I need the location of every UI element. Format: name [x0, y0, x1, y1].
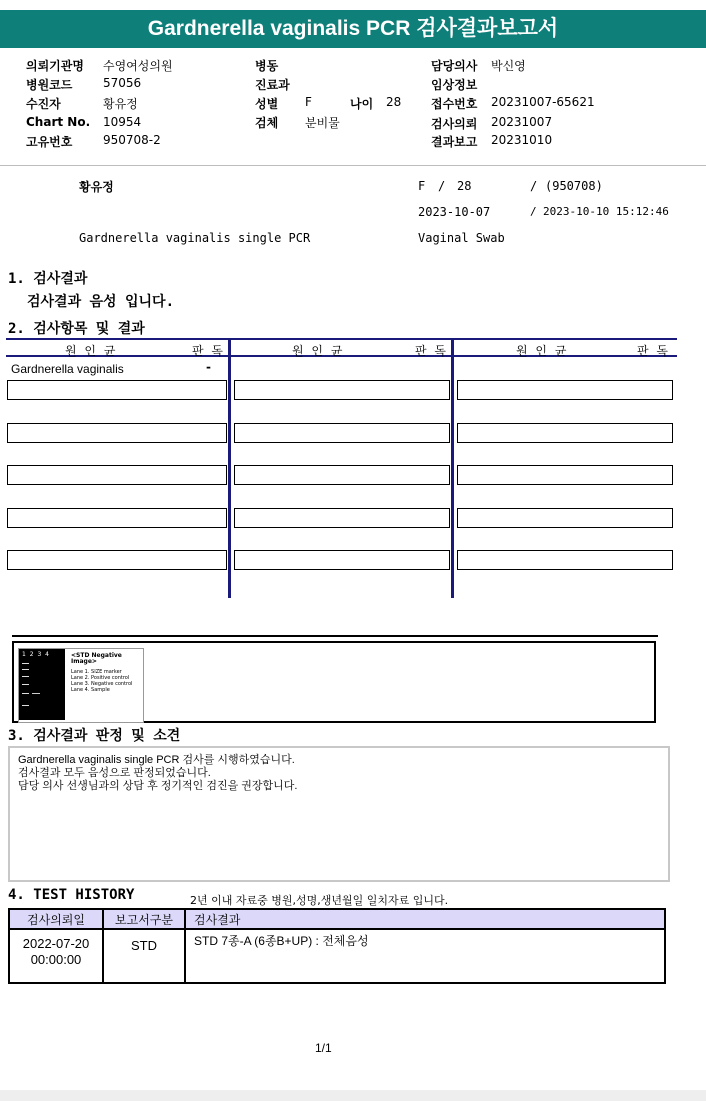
report-date-value: 20231010 [491, 133, 553, 147]
table-row [9, 929, 665, 983]
age-label: 나이 [350, 97, 374, 111]
clinical-info-label: 임상정보 [431, 78, 478, 92]
history-header-type: 보고서구분 [103, 909, 185, 929]
gel-caption-line: Lane 2. Positive control [71, 675, 130, 681]
empty-result-cell [234, 423, 450, 443]
report-date-label: 결과보고 [431, 135, 478, 149]
age-value: 28 [386, 95, 402, 109]
history-table [8, 908, 666, 984]
empty-result-cell [234, 550, 450, 570]
header-pathogen: 원 인 균 [65, 344, 118, 358]
history-header-date: 검사의뢰일 [9, 909, 103, 929]
patient-label: 수진자 [26, 97, 61, 111]
gel-top-rule [12, 635, 658, 637]
summary-name: 황유정 [79, 180, 114, 194]
gel-caption-line: Lane 3. Negative control [71, 681, 133, 687]
empty-result-cell [234, 465, 450, 485]
column-divider [451, 338, 454, 598]
sex-label: 성별 [255, 97, 279, 111]
section-1-result: 검사결과 음성 입니다. [27, 294, 175, 310]
report-title: Gardnerella vaginalis PCR 검사결과보고서 [0, 10, 706, 48]
hospital-name-value: 수영여성의원 [103, 59, 173, 73]
specimen-label: 검체 [255, 116, 279, 130]
findings-box [8, 746, 670, 882]
history-date: 2022-07-20 [22, 936, 90, 951]
empty-result-cell [234, 380, 450, 400]
hospital-name-label: 의뢰기관명 [26, 59, 84, 73]
empty-result-cell [7, 380, 227, 400]
unique-no-label: 고유번호 [26, 135, 73, 149]
page-number: 1/1 [315, 1041, 332, 1055]
summary-test-name: Gardnerella vaginalis single PCR [79, 231, 311, 245]
header-judge: 판 독 [415, 344, 448, 358]
gel-caption-title: <STD Negative Image> [71, 652, 122, 665]
result-row-value: - [206, 360, 211, 374]
section-1-title: 1. 검사결과 [8, 271, 88, 287]
empty-result-cell [457, 380, 673, 400]
header-judge: 판 독 [192, 344, 225, 358]
history-result: STD 7종-A (6종B+UP) : 전체음성 [185, 929, 665, 983]
summary-slash: / [530, 179, 538, 193]
doctor-label: 담당의사 [431, 59, 478, 73]
empty-result-cell [7, 465, 227, 485]
divider [0, 165, 706, 166]
summary-birth: (950708) [545, 179, 603, 193]
gel-caption [71, 653, 143, 693]
summary-slash: / [438, 179, 446, 193]
history-note: 2년 이내 자료중 병원,성명,생년월일 일치자료 입니다. [190, 894, 449, 907]
summary-datetime: 2023-10-10 15:12:46 [543, 205, 669, 218]
chart-no-value: 10954 [103, 115, 142, 129]
finding-line: 검사결과 모두 음성으로 판정되었습니다. [18, 767, 211, 779]
empty-result-cell [234, 508, 450, 528]
empty-result-cell [7, 508, 227, 528]
page-bottom-bar [0, 1090, 706, 1101]
result-row-pathogen: Gardnerella vaginalis [11, 362, 124, 376]
empty-result-cell [457, 465, 673, 485]
column-divider [228, 338, 231, 598]
history-type: STD [103, 929, 185, 983]
empty-result-cell [457, 508, 673, 528]
summary-slash: / [530, 205, 537, 218]
header-pathogen: 원 인 균 [516, 344, 569, 358]
empty-result-cell [7, 550, 227, 570]
hospital-code-value: 57056 [103, 76, 142, 90]
history-time: 00:00:00 [30, 952, 82, 967]
patient-value: 황유정 [103, 97, 138, 111]
history-header-result: 검사결과 [185, 909, 665, 929]
section-3-title: 3. 검사결과 판정 및 소견 [8, 728, 181, 744]
gel-caption-line: Lane 1. SIZE marker [71, 669, 122, 675]
gel-caption-line: Lane 4. Sample [71, 687, 110, 693]
ward-label: 병동 [255, 59, 279, 73]
empty-result-cell [457, 423, 673, 443]
empty-result-cell [457, 550, 673, 570]
gel-lanes-image [19, 649, 65, 720]
summary-date: 2023-10-07 [418, 205, 491, 219]
empty-result-cell [7, 423, 227, 443]
reception-no-label: 접수번호 [431, 97, 478, 111]
sex-value: F [305, 95, 312, 109]
gel-image [18, 648, 144, 723]
header-judge: 판 독 [637, 344, 670, 358]
reception-no-value: 20231007-65621 [491, 95, 595, 109]
section-2-title: 2. 검사항목 및 결과 [8, 321, 145, 337]
summary-age: 28 [457, 179, 472, 193]
doctor-value: 박신영 [491, 59, 526, 73]
chart-no-label: Chart No. [26, 115, 91, 129]
finding-line: 담당 의사 선생님과의 상담 후 정기적인 검진을 권장합니다. [18, 780, 298, 792]
history-date-cell [9, 929, 103, 983]
finding-line: Gardnerella vaginalis single PCR 검사를 시행하였습니다. [18, 754, 295, 766]
request-date-label: 검사의뢰 [431, 117, 478, 131]
table-top-rule [6, 338, 677, 340]
specimen-value: 분비물 [305, 116, 340, 130]
header-pathogen: 원 인 균 [292, 344, 345, 358]
summary-sex: F [418, 179, 426, 193]
unique-no-value: 950708-2 [103, 133, 161, 147]
summary-specimen: Vaginal Swab [418, 231, 505, 245]
dept-label: 진료과 [255, 78, 290, 92]
gel-lane-numbers: 1 2 3 4 [22, 651, 50, 658]
hospital-code-label: 병원코드 [26, 78, 73, 92]
section-4-title: 4. TEST HISTORY [8, 887, 135, 903]
request-date-value: 20231007 [491, 115, 553, 129]
